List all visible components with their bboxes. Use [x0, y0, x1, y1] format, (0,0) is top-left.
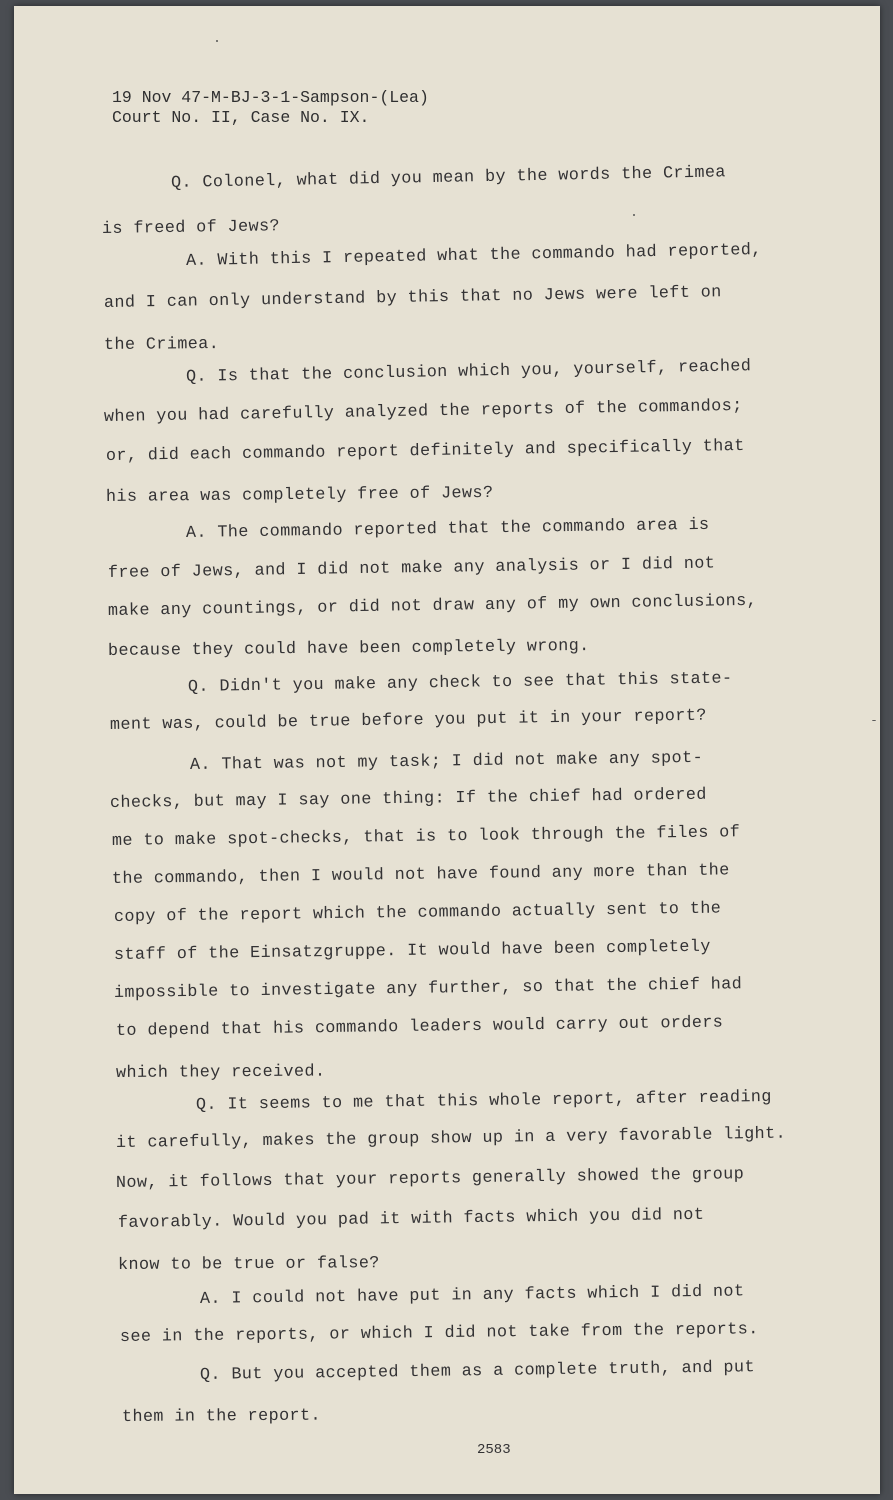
transcript-line: it carefully, makes the group show up in a very favorable light.: [115, 1124, 787, 1153]
transcript-line: the Crimea.: [103, 334, 220, 355]
transcript-line: Q. But you accepted them as a complete truth, and put: [199, 1358, 756, 1385]
transcript-line: staff of the Einsatzgruppe. It would have been completely: [113, 937, 711, 965]
transcript-line: favorably. Would you pad it with facts which you did not: [117, 1205, 705, 1233]
transcript-line: and I can only understand by this that no Jews were left on: [103, 283, 722, 313]
transcript-line: which they received.: [115, 1062, 326, 1083]
transcript-line: the commando, then I would not have found any more than the: [111, 861, 730, 889]
transcript-line: Q. Didn't you make any check to see that this state-: [187, 669, 733, 697]
transcript-line: make any countings, or did not draw any of my own conclusions,: [107, 591, 758, 621]
transcript-line: Now, it follows that your reports generally showed the group: [115, 1165, 745, 1193]
transcript-line: Q. Is that the conclusion which you, yourself, reached: [185, 357, 752, 387]
transcript-line: Q. Colonel, what did you mean by the words the Crimea: [170, 163, 727, 193]
transcript-line: his area was completely free of Jews?: [105, 483, 494, 507]
transcript-line: checks, but may I say one thing: If the chief had ordered: [109, 785, 707, 813]
transcript-line: A. I could not have put in any facts which I did not: [199, 1282, 745, 1309]
transcript-line: or, did each commando report definitely and specifically that: [105, 436, 745, 466]
transcript-line: to depend that his commando leaders would carry out orders: [115, 1013, 724, 1041]
header-case-reference: 19 Nov 47-M-BJ-3-1-Sampson-(Lea): [112, 88, 429, 107]
document-page: [14, 6, 880, 1494]
header-court-case: Court No. II, Case No. IX.: [112, 108, 370, 127]
paper-speck: [633, 214, 635, 216]
transcript-line: copy of the report which the commando actually sent to the: [113, 899, 722, 927]
transcript-line: impossible to investigate any further, so that the chief had: [113, 975, 743, 1003]
transcript-line: because they could have been completely wrong.: [107, 636, 590, 661]
transcript-line: see in the reports, or which I did not take from the reports.: [119, 1320, 759, 1347]
transcript-line: know to be true or false?: [117, 1254, 380, 1275]
transcript-line: me to make spot-checks, that is to look through the files of: [111, 823, 741, 851]
transcript-line: A. With this I repeated what the commando had reported,: [185, 240, 762, 271]
page-number: 2583: [477, 1442, 511, 1458]
transcript-line: A. The commando reported that the commando area is: [185, 515, 710, 543]
transcript-line: them in the report.: [121, 1406, 321, 1427]
transcript-line: free of Jews, and I did not make any analysis or I did not: [107, 554, 716, 583]
transcript-line: A. That was not my task; I did not make any spot-: [189, 748, 704, 775]
document-header: [112, 88, 429, 128]
transcript-line: Q. It seems to me that this whole report, after reading: [195, 1087, 772, 1115]
paper-speck: [216, 40, 218, 42]
transcript-line: ment was, could be true before you put it in your report?: [109, 706, 707, 735]
paper-speck: [872, 720, 876, 721]
transcript-line: when you had carefully analyzed the reports of the commandos;: [103, 396, 743, 427]
transcript-line: is freed of Jews?: [101, 217, 281, 239]
